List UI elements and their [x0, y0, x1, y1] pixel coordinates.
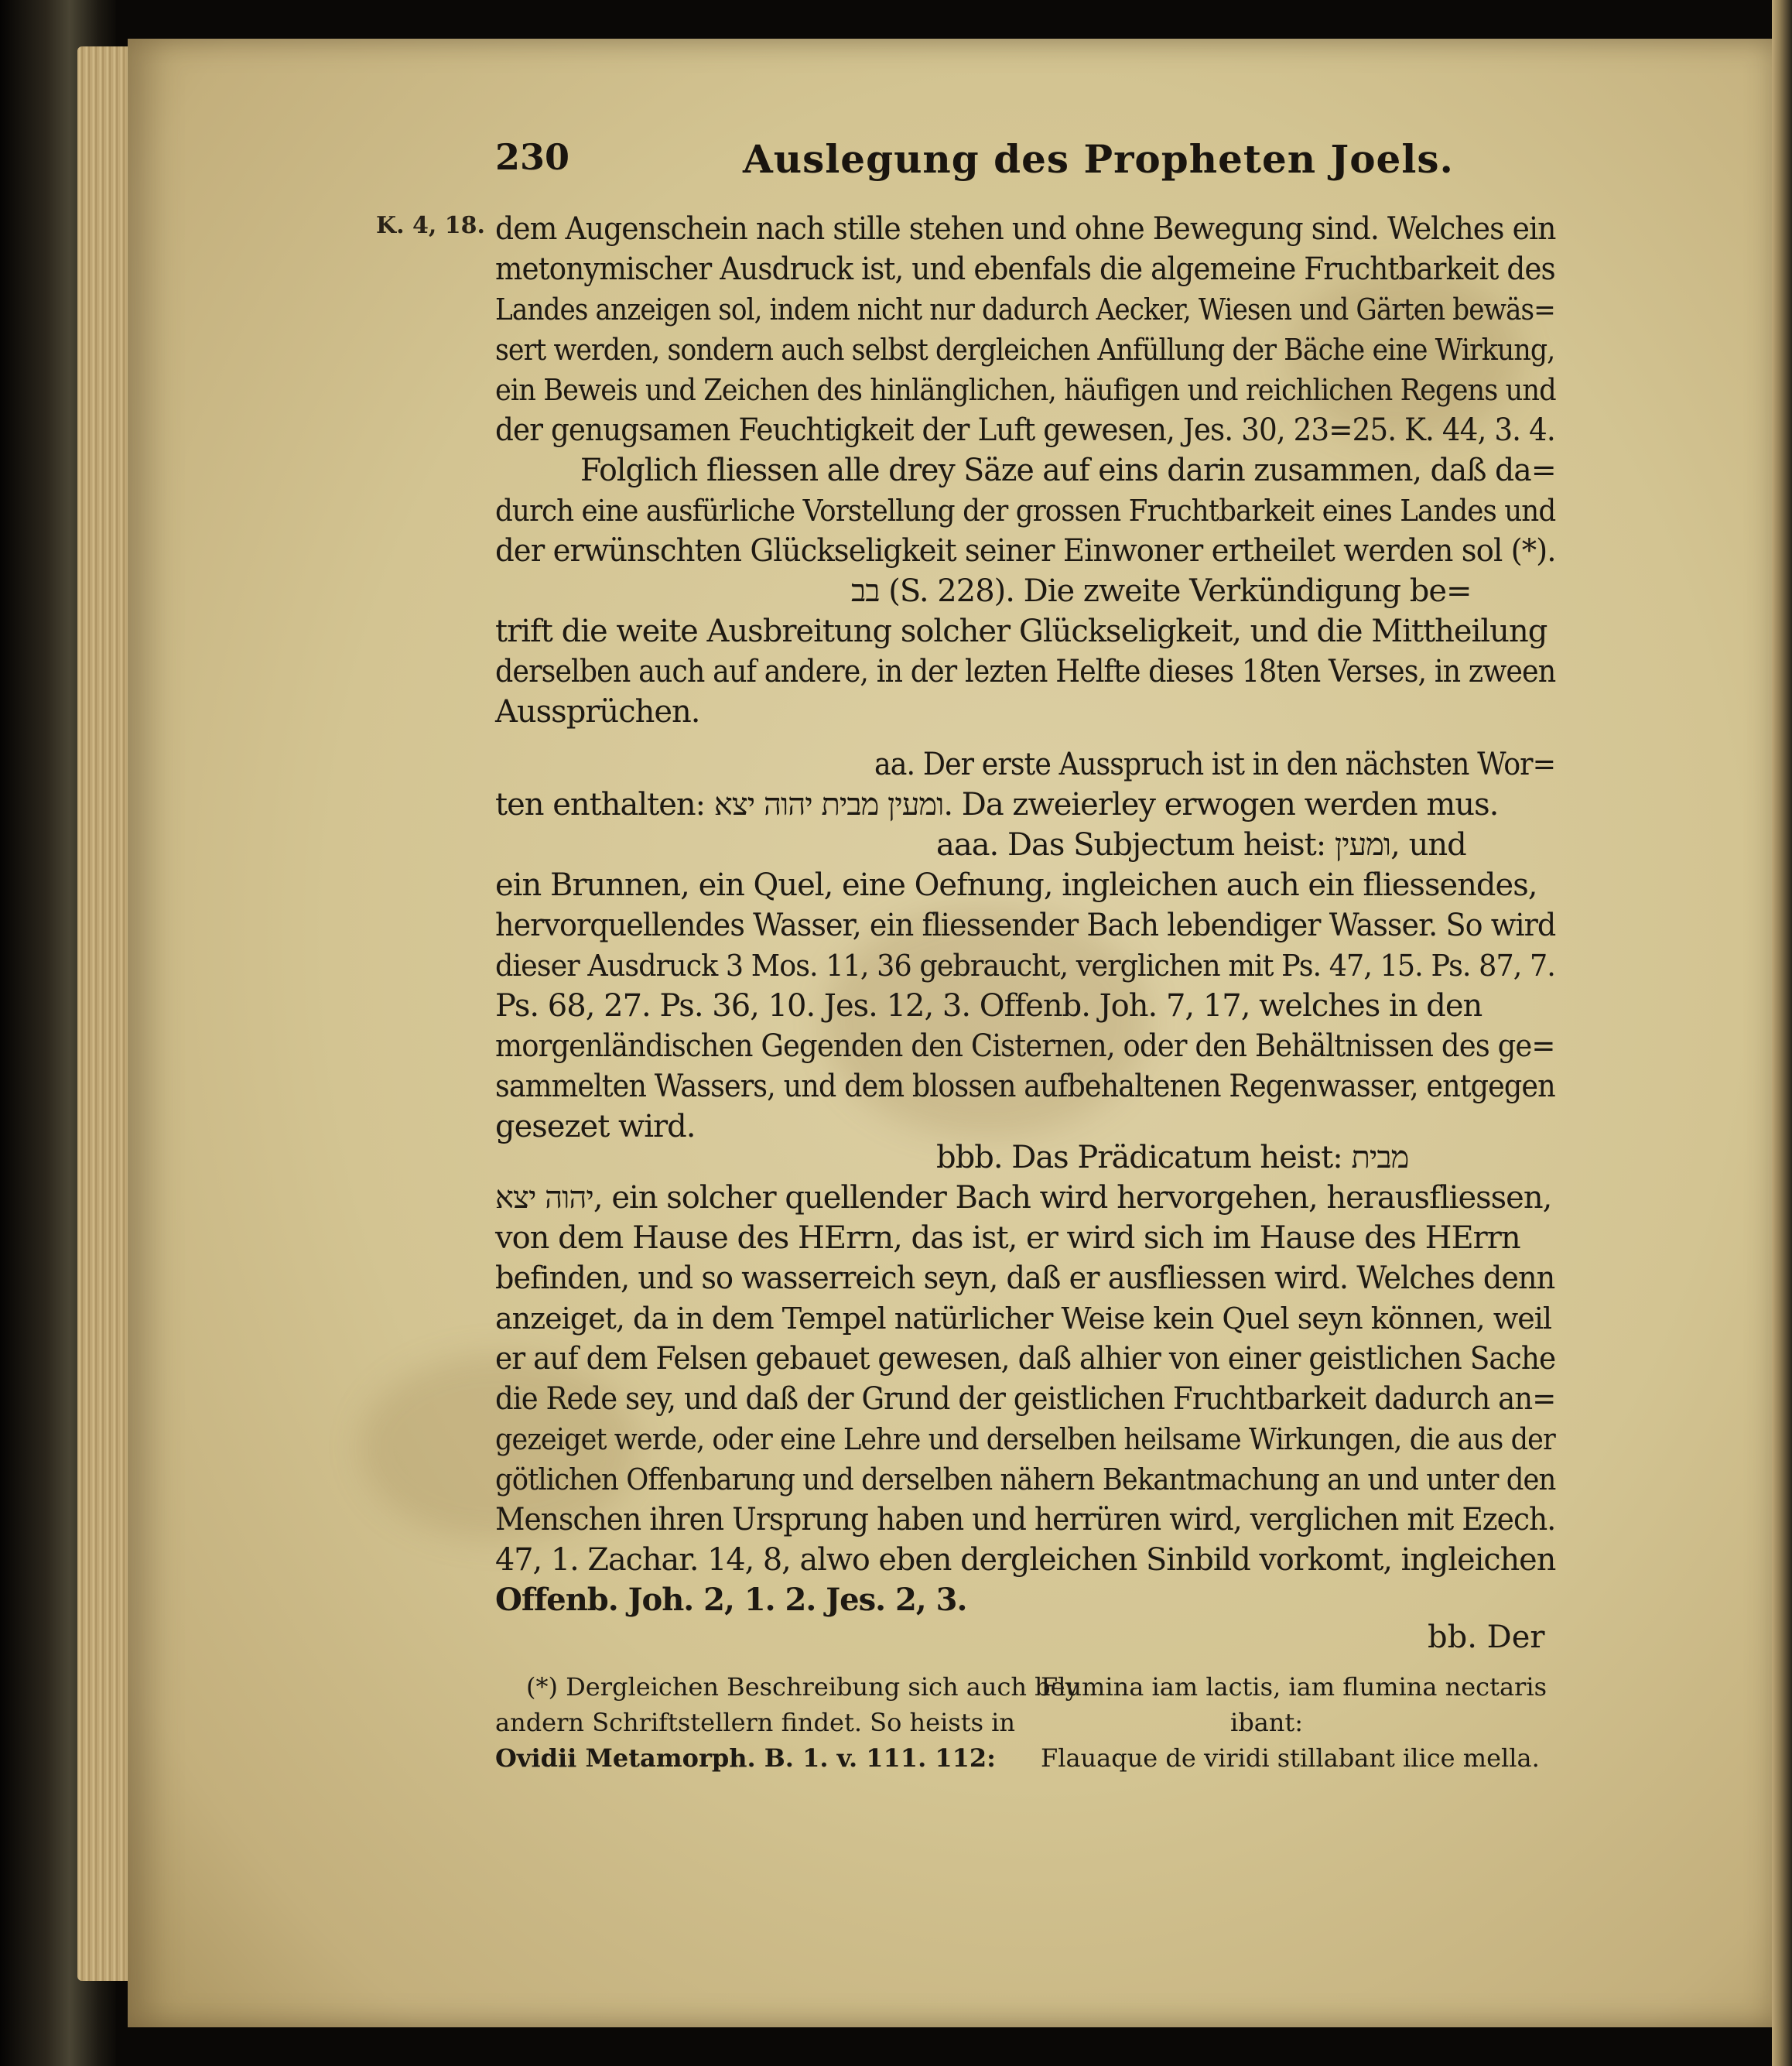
text-line: bbb. Das Prädicatum heist: מבית: [936, 1140, 1409, 1175]
text-line: er auf dem Felsen gebauet gewesen, daß alhier von einer geistlichen Sache: [495, 1341, 1556, 1377]
text-line: בב (S. 228). Die zweite Verkündigung be=: [851, 573, 1472, 609]
text-line: morgenländischen Gegenden den Cisternen, oder den Behältnissen des ge=: [495, 1028, 1555, 1064]
text-line: יהוה יצא, ein solcher quellender Bach wird hervorgehen, herausfliessen,: [495, 1180, 1552, 1216]
footnote-line: andern Schriftstellern findet. So heists in: [495, 1708, 1016, 1737]
running-title: Auslegung des Propheten Joels.: [743, 136, 1454, 182]
footnote-verse: ibant:: [1230, 1708, 1304, 1737]
catchword: bb. Der: [1428, 1620, 1545, 1655]
text-line: aaa. Das Subjectum heist: ומעין, und: [936, 827, 1466, 863]
margin-reference: K. 4, 18.: [376, 212, 485, 239]
text-line: metonymischer Ausdruck ist, und ebenfals die algemeine Fruchtbarkeit des: [495, 251, 1555, 287]
footnote-verse: Flumina iam lactis, iam flumina nectaris: [1041, 1672, 1547, 1702]
text-line: Offenb. Joh. 2, 1. 2. Jes. 2, 3.: [495, 1582, 967, 1618]
text-line: dieser Ausdruck 3 Mos. 11, 36 gebraucht, verglichen mit Ps. 47, 15. Ps. 87, 7.: [495, 949, 1555, 983]
text-line: götlichen Offenbarung und derselben nähern Bekantmachung an und unter den: [495, 1462, 1556, 1496]
text-line: Landes anzeigen sol, indem nicht nur dadurch Aecker, Wiesen und Gärten bewäs=: [495, 292, 1555, 327]
text-line: befinden, und so wasserreich seyn, daß er ausfliessen wird. Welches denn: [495, 1260, 1555, 1296]
text-line: die Rede sey, und daß der Grund der geistlichen Fruchtbarkeit dadurch an=: [495, 1381, 1556, 1417]
text-line: ten enthalten: ומעין מבית יהוה יצא. Da zweierley erwogen werden mus.: [495, 787, 1499, 823]
text-line: gesezet wird.: [495, 1109, 696, 1144]
text-line: ein Beweis und Zeichen des hinlänglichen, häufigen und reichlichen Regens und: [495, 373, 1556, 407]
text-line: dem Augenschein nach stille stehen und ohne Bewegung sind. Welches ein: [495, 211, 1556, 247]
text-line: Menschen ihren Ursprung haben und herrüren wird, verglichen mit Ezech.: [495, 1502, 1556, 1538]
text-line: trift die weite Ausbreitung solcher Glückseligkeit, und die Mittheilung: [495, 614, 1547, 649]
text-line: ein Brunnen, ein Quel, eine Oefnung, ingleichen auch ein fliessendes,: [495, 867, 1537, 903]
text-line: durch eine ausfürliche Vorstellung der grossen Fruchtbarkeit eines Landes und: [495, 494, 1556, 528]
page-right-edge: [1772, 0, 1792, 2066]
text-line: der genugsamen Feuchtigkeit der Luft gewesen, Jes. 30, 23=25. K. 44, 3. 4.: [495, 412, 1555, 448]
footnote-verse: Flauaque de viridi stillabant ilice mella.: [1041, 1743, 1540, 1773]
text-line: sammelten Wassers, und dem blossen aufbehaltenen Regenwasser, entgegen: [495, 1069, 1555, 1104]
text-line: hervorquellendes Wasser, ein fliessender Bach lebendiger Wasser. So wird: [495, 908, 1556, 943]
text-line: der erwünschten Glückseligkeit seiner Einwoner ertheilet werden sol (*).: [495, 533, 1556, 569]
text-line: sert werden, sondern auch selbst dergleichen Anfüllung der Bäche eine Wirkung,: [495, 333, 1555, 367]
page-number: 230: [495, 136, 570, 178]
text-line: Ps. 68, 27. Ps. 36, 10. Jes. 12, 3. Offenb. Joh. 7, 17, welches in den: [495, 988, 1483, 1024]
text-line: aa. Der erste Ausspruch ist in den nächsten Wor=: [874, 747, 1556, 782]
text-line: gezeiget werde, oder eine Lehre und derselben heilsame Wirkungen, die aus der: [495, 1422, 1555, 1456]
text-line: Aussprüchen.: [495, 694, 700, 730]
text-line: von dem Hause des HErrn, das ist, er wird sich im Hause des HErrn: [495, 1220, 1520, 1256]
text-line: anzeiget, da in dem Tempel natürlicher Weise kein Quel seyn können, weil: [495, 1302, 1552, 1336]
text-line: Folglich fliessen alle drey Säze auf eins darin zusammen, daß da=: [580, 453, 1556, 488]
footnote-line: (*) Dergleichen Beschreibung sich auch bey: [526, 1672, 1079, 1702]
text-line: 47, 1. Zachar. 14, 8, alwo eben dergleichen Sinbild vorkomt, ingleichen: [495, 1542, 1556, 1578]
footnote-line: Ovidii Metamorph. B. 1. v. 111. 112:: [495, 1743, 996, 1773]
text-line: derselben auch auf andere, in der lezten Helfte dieses 18ten Verses, in zween: [495, 654, 1556, 689]
